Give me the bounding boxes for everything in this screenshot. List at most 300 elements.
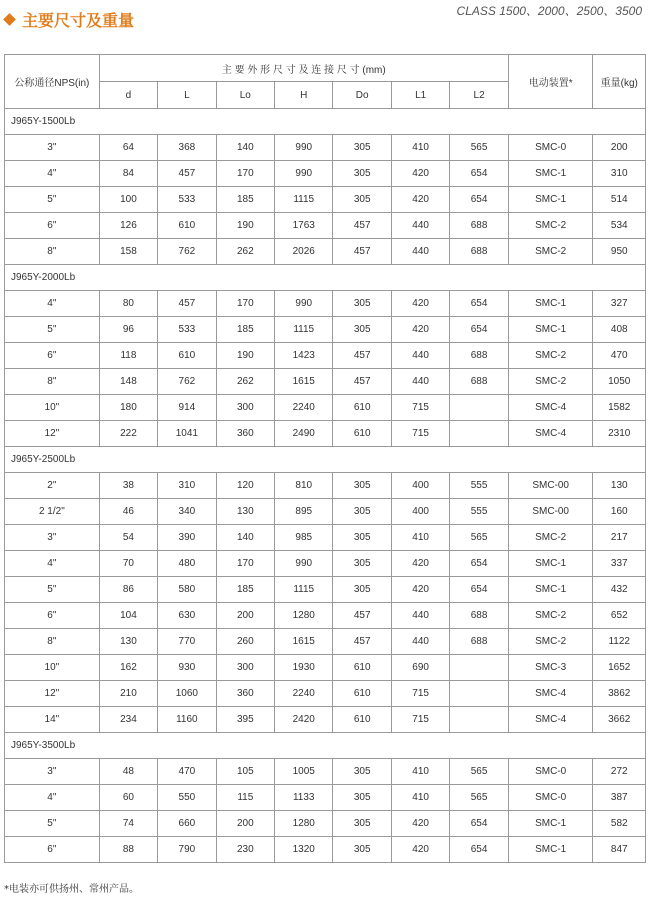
- header-L: L: [158, 82, 216, 109]
- section-title: [5, 8, 134, 31]
- header-Lo: Lo: [216, 82, 274, 109]
- table-cell: 1280: [275, 603, 333, 629]
- table-cell: 400: [391, 473, 449, 499]
- table-row: [5, 603, 646, 629]
- table-cell: 408: [593, 317, 646, 343]
- table-cell: 368: [158, 135, 216, 161]
- table-cell: SMC-2: [508, 239, 593, 265]
- table-cell: 1041: [158, 421, 216, 447]
- table-cell: 2 1/2": [5, 499, 100, 525]
- table-cell: 6": [5, 213, 100, 239]
- table-cell: 118: [99, 343, 157, 369]
- table-cell: 654: [450, 551, 509, 577]
- table-cell: 86: [99, 577, 157, 603]
- table-cell: 115: [216, 785, 274, 811]
- table-cell: 688: [450, 343, 509, 369]
- header-Do: Do: [333, 82, 391, 109]
- table-cell: 410: [391, 135, 449, 161]
- table-cell: 185: [216, 577, 274, 603]
- table-cell: 770: [158, 629, 216, 655]
- table-cell: 360: [216, 421, 274, 447]
- table-cell: 200: [216, 811, 274, 837]
- table-cell: 3": [5, 135, 100, 161]
- table-row: [5, 499, 646, 525]
- table-cell: 126: [99, 213, 157, 239]
- table-cell: 457: [333, 343, 391, 369]
- table-cell: SMC-3: [508, 655, 593, 681]
- table-cell: 70: [99, 551, 157, 577]
- table-cell: 610: [333, 395, 391, 421]
- dimensions-table: [4, 54, 646, 863]
- table-cell: 555: [450, 499, 509, 525]
- table-cell: 990: [275, 551, 333, 577]
- table-cell: 534: [593, 213, 646, 239]
- table-cell: 654: [450, 187, 509, 213]
- table-cell: 200: [216, 603, 274, 629]
- table-cell: 1320: [275, 837, 333, 863]
- table-cell: 305: [333, 135, 391, 161]
- table-cell: 950: [593, 239, 646, 265]
- table-cell: 210: [99, 681, 157, 707]
- table-cell: [450, 655, 509, 681]
- page-header: [0, 0, 650, 44]
- table-cell: 480: [158, 551, 216, 577]
- table-cell: 140: [216, 525, 274, 551]
- table-cell: 457: [333, 213, 391, 239]
- table-cell: SMC-4: [508, 681, 593, 707]
- section-row: [5, 109, 646, 135]
- table-cell: 457: [333, 603, 391, 629]
- table-cell: 5": [5, 577, 100, 603]
- table-row: [5, 655, 646, 681]
- table-cell: 105: [216, 759, 274, 785]
- table-cell: 140: [216, 135, 274, 161]
- table-cell: 305: [333, 551, 391, 577]
- table-cell: 654: [450, 577, 509, 603]
- header-nominal-size: 公称通径NPS(in): [5, 55, 100, 109]
- table-cell: 217: [593, 525, 646, 551]
- table-cell: 337: [593, 551, 646, 577]
- table-cell: SMC-2: [508, 343, 593, 369]
- table-cell: 690: [391, 655, 449, 681]
- table-cell: 158: [99, 239, 157, 265]
- table-cell: 300: [216, 655, 274, 681]
- table-cell: 162: [99, 655, 157, 681]
- table-cell: 305: [333, 811, 391, 837]
- table-cell: 654: [450, 161, 509, 187]
- table-cell: 1160: [158, 707, 216, 733]
- table-row: [5, 473, 646, 499]
- header-L2: L2: [450, 82, 509, 109]
- table-cell: 300: [216, 395, 274, 421]
- table-cell: 610: [333, 707, 391, 733]
- table-cell: 762: [158, 369, 216, 395]
- table-cell: 130: [593, 473, 646, 499]
- table-cell: 1652: [593, 655, 646, 681]
- table-cell: 2026: [275, 239, 333, 265]
- class-rating-line: CLASS 1500、2000、2500、3500: [456, 4, 642, 18]
- table-cell: SMC-4: [508, 707, 593, 733]
- table-cell: 610: [333, 681, 391, 707]
- table-cell: 990: [275, 161, 333, 187]
- table-cell: 440: [391, 369, 449, 395]
- table-cell: 715: [391, 707, 449, 733]
- table-cell: 305: [333, 525, 391, 551]
- table-cell: 565: [450, 525, 509, 551]
- table-cell: 2240: [275, 681, 333, 707]
- table-cell: 12": [5, 681, 100, 707]
- table-cell: 8": [5, 629, 100, 655]
- table-cell: 100: [99, 187, 157, 213]
- table-row: [5, 161, 646, 187]
- table-cell: 60: [99, 785, 157, 811]
- table-cell: 327: [593, 291, 646, 317]
- table-cell: 305: [333, 759, 391, 785]
- table-row: [5, 577, 646, 603]
- table-cell: 12": [5, 421, 100, 447]
- table-cell: 6": [5, 603, 100, 629]
- table-row: [5, 707, 646, 733]
- table-cell: 582: [593, 811, 646, 837]
- table-cell: [450, 395, 509, 421]
- table-cell: 6": [5, 343, 100, 369]
- table-cell: 48: [99, 759, 157, 785]
- table-cell: 310: [593, 161, 646, 187]
- table-cell: 688: [450, 213, 509, 239]
- table-row: [5, 213, 646, 239]
- table-cell: 990: [275, 291, 333, 317]
- table-row: [5, 317, 646, 343]
- table-row: [5, 837, 646, 863]
- table-row: [5, 369, 646, 395]
- table-cell: 440: [391, 239, 449, 265]
- table-cell: 440: [391, 603, 449, 629]
- table-cell: 310: [158, 473, 216, 499]
- table-cell: 654: [450, 291, 509, 317]
- section-row: [5, 265, 646, 291]
- table-cell: SMC-4: [508, 421, 593, 447]
- table-cell: 120: [216, 473, 274, 499]
- header-d: d: [99, 82, 157, 109]
- table-cell: 610: [158, 213, 216, 239]
- table-cell: 3": [5, 759, 100, 785]
- table-cell: 440: [391, 213, 449, 239]
- table-cell: 46: [99, 499, 157, 525]
- table-cell: 914: [158, 395, 216, 421]
- table-cell: 180: [99, 395, 157, 421]
- table-cell: 130: [99, 629, 157, 655]
- table-cell: 230: [216, 837, 274, 863]
- table-cell: 170: [216, 291, 274, 317]
- table-cell: SMC-2: [508, 629, 593, 655]
- section-label: J965Y-3500Lb: [5, 733, 646, 759]
- table-row: [5, 629, 646, 655]
- table-cell: SMC-1: [508, 161, 593, 187]
- table-row: [5, 421, 646, 447]
- table-cell: 8": [5, 239, 100, 265]
- table-row: [5, 291, 646, 317]
- table-cell: [450, 421, 509, 447]
- table-cell: 340: [158, 499, 216, 525]
- table-cell: 1615: [275, 629, 333, 655]
- table-cell: 4": [5, 161, 100, 187]
- table-cell: 200: [593, 135, 646, 161]
- table-cell: 3862: [593, 681, 646, 707]
- table-cell: SMC-1: [508, 551, 593, 577]
- table-cell: 387: [593, 785, 646, 811]
- table-cell: 550: [158, 785, 216, 811]
- table-cell: 2420: [275, 707, 333, 733]
- table-cell: 715: [391, 681, 449, 707]
- table-row: [5, 525, 646, 551]
- table-cell: 420: [391, 161, 449, 187]
- table-row: [5, 395, 646, 421]
- table-cell: 104: [99, 603, 157, 629]
- table-cell: 38: [99, 473, 157, 499]
- table-cell: 470: [593, 343, 646, 369]
- table-cell: 4": [5, 291, 100, 317]
- table-cell: SMC-00: [508, 499, 593, 525]
- table-cell: 533: [158, 187, 216, 213]
- table-row: [5, 551, 646, 577]
- table-cell: 305: [333, 785, 391, 811]
- table-cell: 395: [216, 707, 274, 733]
- table-cell: 88: [99, 837, 157, 863]
- table-cell: 260: [216, 629, 274, 655]
- table-cell: 305: [333, 577, 391, 603]
- table-cell: 1615: [275, 369, 333, 395]
- table-cell: SMC-1: [508, 811, 593, 837]
- table-cell: 190: [216, 213, 274, 239]
- table-cell: 514: [593, 187, 646, 213]
- table-cell: 1115: [275, 317, 333, 343]
- table-cell: 470: [158, 759, 216, 785]
- table-cell: 457: [158, 161, 216, 187]
- table-cell: 305: [333, 187, 391, 213]
- table-cell: 930: [158, 655, 216, 681]
- table-cell: 457: [333, 369, 391, 395]
- table-cell: 440: [391, 629, 449, 655]
- table-cell: 96: [99, 317, 157, 343]
- table-cell: SMC-2: [508, 213, 593, 239]
- table-cell: 185: [216, 187, 274, 213]
- table-cell: 420: [391, 811, 449, 837]
- table-cell: 4": [5, 785, 100, 811]
- table-cell: SMC-2: [508, 603, 593, 629]
- table-cell: 2240: [275, 395, 333, 421]
- table-cell: 580: [158, 577, 216, 603]
- table-cell: 3662: [593, 707, 646, 733]
- dimensions-table-wrapper: [4, 54, 646, 863]
- table-cell: 565: [450, 135, 509, 161]
- table-cell: 420: [391, 187, 449, 213]
- table-cell: 565: [450, 759, 509, 785]
- table-cell: 610: [158, 343, 216, 369]
- table-cell: 432: [593, 577, 646, 603]
- table-cell: 1133: [275, 785, 333, 811]
- table-cell: 1423: [275, 343, 333, 369]
- table-cell: 5": [5, 187, 100, 213]
- table-cell: 222: [99, 421, 157, 447]
- table-cell: 64: [99, 135, 157, 161]
- table-cell: SMC-1: [508, 187, 593, 213]
- table-cell: 305: [333, 291, 391, 317]
- table-cell: 630: [158, 603, 216, 629]
- footnote: *电装亦可供扬州、常州产品。: [4, 884, 139, 895]
- table-cell: 688: [450, 603, 509, 629]
- table-cell: SMC-0: [508, 785, 593, 811]
- table-cell: 1115: [275, 187, 333, 213]
- table-cell: 410: [391, 759, 449, 785]
- table-row: [5, 343, 646, 369]
- table-cell: 654: [450, 317, 509, 343]
- table-cell: 652: [593, 603, 646, 629]
- table-cell: 420: [391, 837, 449, 863]
- table-cell: SMC-1: [508, 291, 593, 317]
- table-cell: 10": [5, 655, 100, 681]
- table-cell: SMC-0: [508, 759, 593, 785]
- table-cell: 4": [5, 551, 100, 577]
- section-row: [5, 447, 646, 473]
- table-cell: 74: [99, 811, 157, 837]
- table-cell: SMC-4: [508, 395, 593, 421]
- header-actuator: 电动装置*: [508, 55, 593, 109]
- table-cell: 1122: [593, 629, 646, 655]
- section-title-text: 主要尺寸及重量: [22, 11, 135, 30]
- table-cell: 14": [5, 707, 100, 733]
- table-row: [5, 187, 646, 213]
- header-weight: 重量(kg): [593, 55, 646, 109]
- table-body: [5, 109, 646, 863]
- table-cell: SMC-00: [508, 473, 593, 499]
- table-cell: 410: [391, 525, 449, 551]
- table-cell: 654: [450, 811, 509, 837]
- section-label: J965Y-1500Lb: [5, 109, 646, 135]
- table-cell: 148: [99, 369, 157, 395]
- table-cell: 1280: [275, 811, 333, 837]
- table-cell: 170: [216, 161, 274, 187]
- table-cell: SMC-0: [508, 135, 593, 161]
- table-cell: 715: [391, 421, 449, 447]
- table-cell: 84: [99, 161, 157, 187]
- table-cell: 688: [450, 369, 509, 395]
- table-cell: 457: [333, 239, 391, 265]
- table-row: [5, 135, 646, 161]
- table-cell: 457: [158, 291, 216, 317]
- table-cell: 1115: [275, 577, 333, 603]
- table-cell: 2310: [593, 421, 646, 447]
- header-L1: L1: [391, 82, 449, 109]
- table-cell: 10": [5, 395, 100, 421]
- table-cell: 80: [99, 291, 157, 317]
- table-cell: 410: [391, 785, 449, 811]
- table-cell: 660: [158, 811, 216, 837]
- table-cell: 440: [391, 343, 449, 369]
- table-header-row: [5, 55, 646, 82]
- table-cell: 1930: [275, 655, 333, 681]
- table-cell: 715: [391, 395, 449, 421]
- table-cell: 262: [216, 369, 274, 395]
- table-cell: 420: [391, 291, 449, 317]
- table-cell: 1763: [275, 213, 333, 239]
- table-cell: 457: [333, 629, 391, 655]
- table-cell: 610: [333, 655, 391, 681]
- table-cell: 305: [333, 161, 391, 187]
- table-cell: 790: [158, 837, 216, 863]
- table-cell: 985: [275, 525, 333, 551]
- table-cell: 420: [391, 577, 449, 603]
- table-cell: 305: [333, 499, 391, 525]
- table-cell: SMC-1: [508, 317, 593, 343]
- section-label: J965Y-2500Lb: [5, 447, 646, 473]
- table-cell: 610: [333, 421, 391, 447]
- diamond-bullet-icon: [3, 13, 16, 26]
- table-cell: 688: [450, 629, 509, 655]
- table-cell: 420: [391, 317, 449, 343]
- table-cell: 5": [5, 811, 100, 837]
- table-cell: 305: [333, 473, 391, 499]
- table-cell: 54: [99, 525, 157, 551]
- table-cell: SMC-2: [508, 525, 593, 551]
- table-cell: 130: [216, 499, 274, 525]
- table-row: [5, 811, 646, 837]
- table-cell: 847: [593, 837, 646, 863]
- table-row: [5, 785, 646, 811]
- table-row: [5, 759, 646, 785]
- table-cell: 420: [391, 551, 449, 577]
- table-cell: 400: [391, 499, 449, 525]
- table-cell: 8": [5, 369, 100, 395]
- table-cell: 390: [158, 525, 216, 551]
- table-cell: 6": [5, 837, 100, 863]
- table-cell: 170: [216, 551, 274, 577]
- table-cell: 234: [99, 707, 157, 733]
- table-cell: 3": [5, 525, 100, 551]
- table-cell: 1582: [593, 395, 646, 421]
- table-cell: 565: [450, 785, 509, 811]
- header-dimensions-group: 主 要 外 形 尺 寸 及 连 接 尺 寸 (mm): [99, 55, 508, 82]
- table-cell: 2": [5, 473, 100, 499]
- table-cell: 555: [450, 473, 509, 499]
- table-cell: 1005: [275, 759, 333, 785]
- table-cell: [450, 681, 509, 707]
- section-label: J965Y-2000Lb: [5, 265, 646, 291]
- table-cell: 305: [333, 837, 391, 863]
- table-cell: 185: [216, 317, 274, 343]
- header-H: H: [275, 82, 333, 109]
- table-cell: 5": [5, 317, 100, 343]
- table-cell: [450, 707, 509, 733]
- table-cell: 190: [216, 343, 274, 369]
- section-row: [5, 733, 646, 759]
- table-cell: 762: [158, 239, 216, 265]
- table-cell: SMC-1: [508, 577, 593, 603]
- table-cell: 305: [333, 317, 391, 343]
- table-cell: 272: [593, 759, 646, 785]
- table-cell: 688: [450, 239, 509, 265]
- table-row: [5, 681, 646, 707]
- table-cell: 262: [216, 239, 274, 265]
- table-cell: 2490: [275, 421, 333, 447]
- table-cell: SMC-1: [508, 837, 593, 863]
- table-cell: 990: [275, 135, 333, 161]
- table-cell: 1050: [593, 369, 646, 395]
- table-cell: 533: [158, 317, 216, 343]
- table-cell: 1060: [158, 681, 216, 707]
- table-cell: SMC-2: [508, 369, 593, 395]
- table-row: [5, 239, 646, 265]
- table-cell: 810: [275, 473, 333, 499]
